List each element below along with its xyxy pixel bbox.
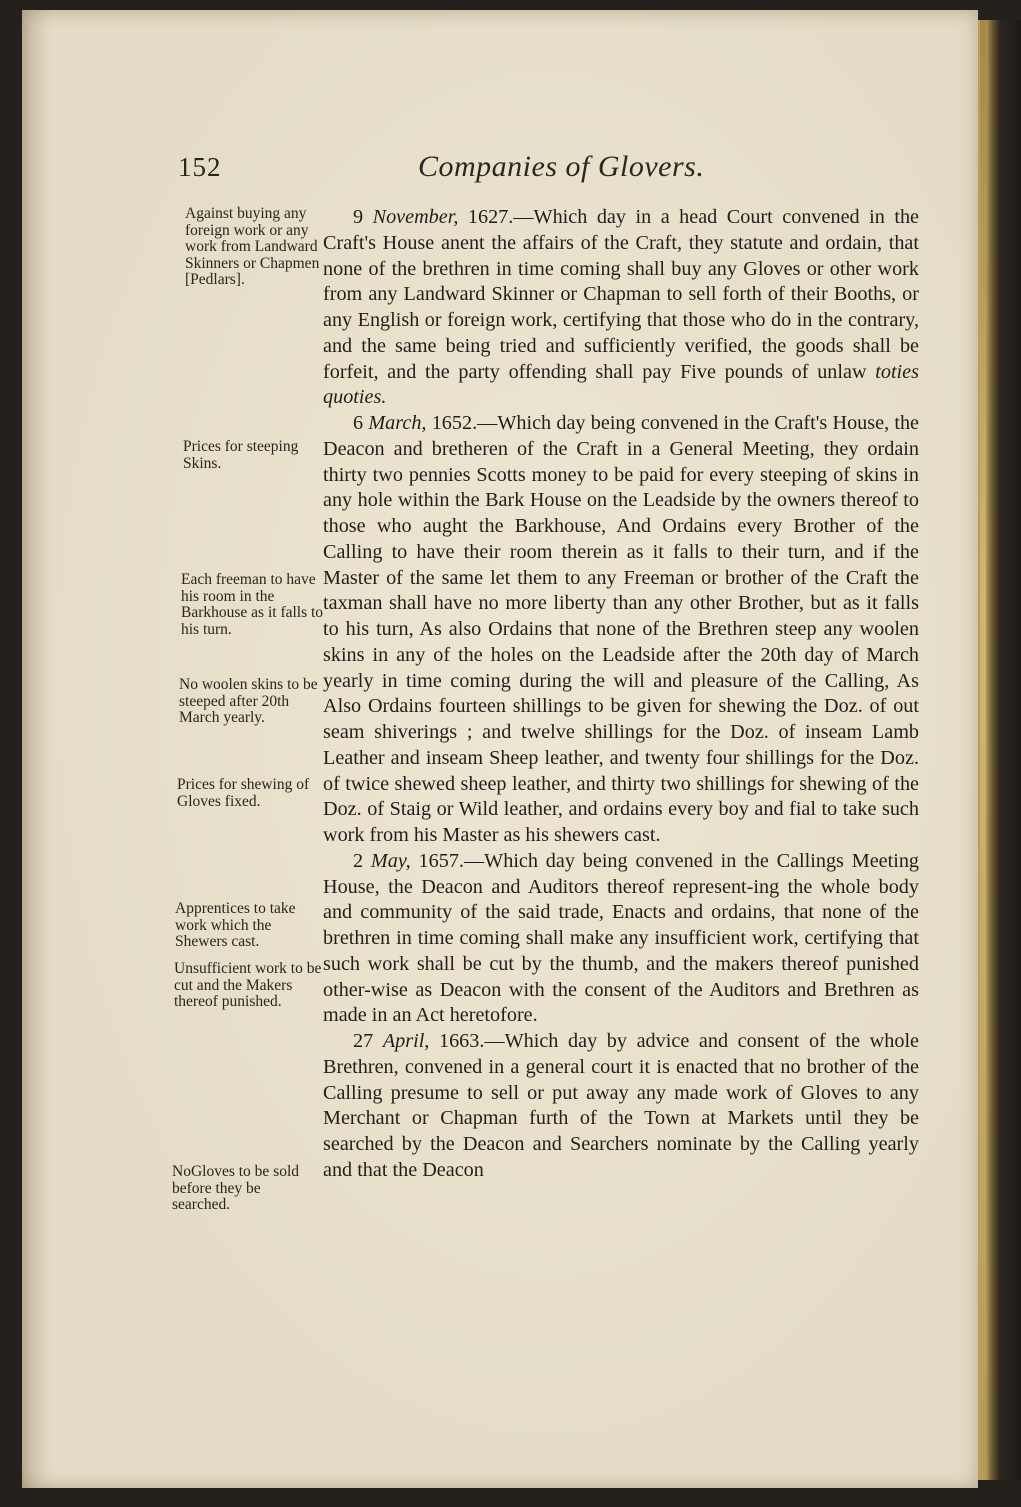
- entry-date-day: 2: [353, 849, 371, 872]
- side-note-barkhouse-room: Each freeman to have his room in the Barkhouse as it falls to his turn.: [181, 571, 324, 638]
- entry-date-year: 1652.: [426, 412, 478, 434]
- entry-date-day: 27: [353, 1030, 383, 1052]
- running-title: Companies of Glovers.: [418, 150, 705, 183]
- entry-date-day: 6: [353, 412, 369, 434]
- main-text: [323, 205, 919, 1184]
- side-note-foreign-work: Against buying any foreign work or any work from Landward Skinners or Chapmen [Pedlars].: [185, 205, 320, 289]
- entry-1657: [323, 849, 919, 1029]
- side-note-steeping-prices: Prices for steeping Skins.: [183, 438, 299, 472]
- entry-text: —Which day by advice and consent of the whole Brethren, convened in a general court it is enacted that no brother of the Calling presume to sell or put away any made work of Gloves to any Merchant or Chapman furth of the Town at Markets until they be searched by the Deacon and Searchers nominate by the Calling yearly and that the Deacon: [323, 1030, 920, 1181]
- page-edge-strip: [980, 20, 986, 1480]
- adjacent-page-edge: [978, 20, 1021, 1480]
- entry-1627: [323, 205, 919, 411]
- entry-text: —Which day being convened in the Callings Meeting House, the Deacon and Auditors thereof represent-ing the whole body and community of the said trade, Enacts and ordains, that none of the brethren in time coming shall make any insufficient work, certifying that such work shall be cut by the thumb, and the makers thereof punished other-wise as Deacon with the consent of the Auditors and Brethren as made in an Act heretofore.: [323, 849, 920, 1027]
- entry-1663: [323, 1029, 919, 1184]
- entry-date-month: April,: [382, 1030, 430, 1052]
- entry-text: —Which day in a head Court convened in the Craft's House anent the affairs of the Craft, they statute and ordain, that none of the brethren in time coming shall buy any Gloves or other work from any Landward Skinner or Chapman to sell forth of their Booths, or any English or foreign work, certifying that those who do in the contrary, and the same being tried and sufficiently verified, the goods shall be forfeit, and the party offending shall pay Five pounds of unlaw: [323, 206, 920, 383]
- page-number: 152: [178, 152, 222, 182]
- entry-date-year: 1663.: [429, 1030, 485, 1052]
- page-header: [178, 150, 918, 192]
- entry-date-day: 9: [353, 206, 373, 228]
- entry-date-month: May,: [370, 849, 411, 872]
- entry-date-year: 1657.: [410, 849, 464, 872]
- entry-latin-phrase: toties quoties.: [323, 360, 919, 409]
- entry-1652: [323, 411, 919, 849]
- side-note-unsufficient-work: Unsufficient work to be cut and the Makers thereof punished.: [174, 960, 322, 1011]
- entry-date-month: March,: [368, 412, 427, 434]
- entry-date-month: November,: [372, 206, 459, 228]
- side-note-searched-gloves: NoGloves to be sold before they be searched.: [172, 1163, 300, 1214]
- side-note-shewing-prices: Prices for shewing of Gloves fixed.: [177, 776, 310, 810]
- side-note-woolen-skins: No woolen skins to be steeped after 20th March yearly.: [179, 676, 318, 727]
- side-note-apprentices: Apprentices to take work which the Shewers cast.: [175, 900, 296, 951]
- entry-date-year: 1627.: [458, 206, 514, 228]
- entry-text: —Which day being convened in the Craft's House, the Deacon and bretheren of the Craft in a General Meeting, they ordain thirty two pennies Scotts money to be paid for every steeping of skins in any hole within the Bark House on the Leadside by the owners thereof to those who aught the Barkhouse, And Ordains every Brother of the Calling to have their room therein as it falls to their turn, and if the Master of the same let them to any Freeman or brother of the Craft the taxman shall have no more liberty than any other Brother, but as it falls to his turn, As also Ordains that none of the Brethren steep any woolen skins in any of the holes on the Leadside after the 20th day of March yearly in time coming during the will and pleasure of the Calling, As Also Ordains fourteen shillings to be given for shewing the Doz. of out seam shiverings ; and twelve shillings for the Doz. of inseam Lamb Leather and inseam Sheep leather, and twenty four shillings for the Doz. of twice shewed sheep leather, and thirty two shillings for shewing of the Doz. of Staig or Wild leather, and ordains every boy and fial to take such work from his Master as his shewers cast.: [323, 412, 920, 846]
